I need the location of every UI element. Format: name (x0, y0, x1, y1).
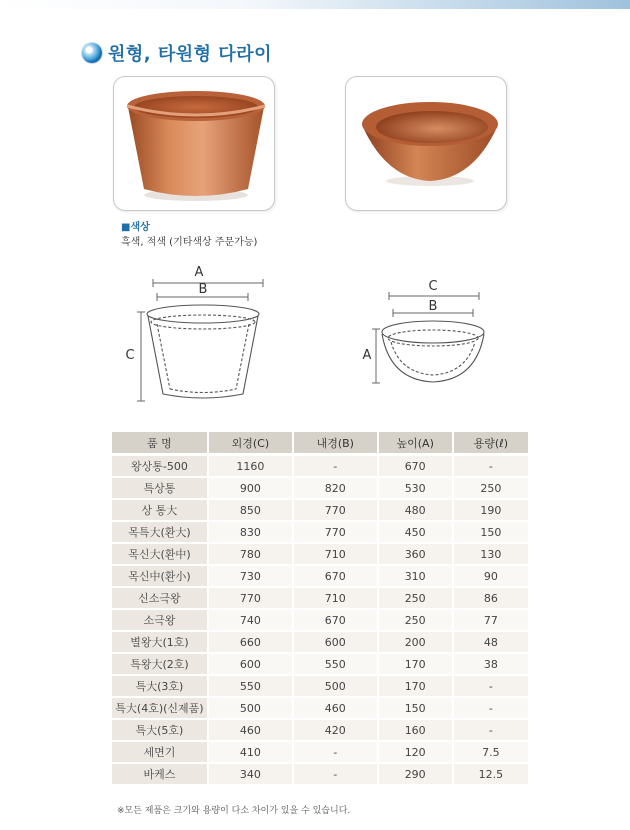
cell-outer-diameter: 770 (208, 587, 293, 609)
dimension-label-c: C (428, 280, 438, 294)
cell-height: 310 (378, 565, 453, 587)
cell-height: 250 (378, 587, 453, 609)
round-basin-photo (113, 76, 275, 211)
oval-basin-photo (345, 76, 507, 211)
table-row (112, 499, 529, 521)
cell-height: 290 (378, 763, 453, 785)
cell-product-name: 신소극왕 (112, 587, 208, 609)
cell-height: 150 (378, 697, 453, 719)
cell-inner-diameter: 710 (293, 543, 378, 565)
cell-capacity: 38 (453, 653, 529, 675)
dimension-label-c: C (125, 348, 135, 363)
dimension-label-a: A (362, 348, 372, 363)
header-capacity: 용량(ℓ) (453, 432, 529, 455)
cell-inner-diameter: 670 (293, 565, 378, 587)
cell-outer-diameter: 850 (208, 499, 293, 521)
color-options-text: 흑색, 적색 (기타색상 주문가능) (121, 237, 258, 248)
cell-outer-diameter: 500 (208, 697, 293, 719)
cell-product-name: 바케스 (112, 763, 208, 785)
cell-capacity: 250 (453, 477, 529, 499)
round-basin-image (114, 77, 274, 210)
table-row (112, 455, 529, 478)
cell-capacity: 130 (453, 543, 529, 565)
cell-product-name: 특大(5호) (112, 719, 208, 741)
cell-inner-diameter: 460 (293, 697, 378, 719)
cell-capacity: 150 (453, 521, 529, 543)
cell-outer-diameter: 780 (208, 543, 293, 565)
cell-inner-diameter: 670 (293, 609, 378, 631)
cell-outer-diameter: 550 (208, 675, 293, 697)
cell-height: 200 (378, 631, 453, 653)
cell-inner-diameter: 500 (293, 675, 378, 697)
cell-product-name: 목신中(환小) (112, 565, 208, 587)
oval-basin-dimension-diagram (355, 280, 515, 390)
cell-inner-diameter: - (293, 763, 378, 785)
table-row (112, 521, 529, 543)
cell-outer-diameter: 340 (208, 763, 293, 785)
cell-inner-diameter: 820 (293, 477, 378, 499)
cell-product-name: 별왕大(1호) (112, 631, 208, 653)
cell-product-name: 상 통大 (112, 499, 208, 521)
table-header-row (112, 432, 529, 455)
cell-outer-diameter: 600 (208, 653, 293, 675)
table-row (112, 675, 529, 697)
cell-height: 170 (378, 675, 453, 697)
cell-capacity: - (453, 719, 529, 741)
cell-capacity: 12.5 (453, 763, 529, 785)
header-product-name: 품 명 (112, 432, 208, 455)
dimension-label-a: A (194, 265, 204, 280)
table-row (112, 631, 529, 653)
cell-outer-diameter: 900 (208, 477, 293, 499)
cell-product-name: 특大(3호) (112, 675, 208, 697)
cell-inner-diameter: 710 (293, 587, 378, 609)
table-row (112, 653, 529, 675)
cell-outer-diameter: 740 (208, 609, 293, 631)
cell-height: 530 (378, 477, 453, 499)
cell-capacity: - (453, 455, 529, 478)
cell-product-name: 특상통 (112, 477, 208, 499)
cell-product-name: 목신大(환中) (112, 543, 208, 565)
product-spec-table (112, 432, 530, 786)
footnote: ※모든 제품은 크기와 용량이 다소 차이가 있을 수 있습니다. (117, 806, 351, 816)
table-row (112, 565, 529, 587)
cell-inner-diameter: 550 (293, 653, 378, 675)
cell-outer-diameter: 1160 (208, 455, 293, 478)
table-row (112, 477, 529, 499)
header-inner-diameter: 내경(B) (293, 432, 378, 455)
header-height: 높이(A) (378, 432, 453, 455)
cell-product-name: 왕상통-500 (112, 455, 208, 478)
cell-capacity: 86 (453, 587, 529, 609)
table-row (112, 587, 529, 609)
cell-capacity: 77 (453, 609, 529, 631)
cell-inner-diameter: - (293, 455, 378, 478)
page-title: 원형, 타원형 다라이 (108, 44, 272, 65)
cell-height: 480 (378, 499, 453, 521)
cell-outer-diameter: 660 (208, 631, 293, 653)
cell-outer-diameter: 460 (208, 719, 293, 741)
blue-circle-bullet-icon (82, 43, 102, 63)
cell-outer-diameter: 830 (208, 521, 293, 543)
cell-capacity: 7.5 (453, 741, 529, 763)
cell-height: 670 (378, 455, 453, 478)
dimension-label-b: B (198, 282, 208, 297)
cell-product-name: 특왕大(2호) (112, 653, 208, 675)
cell-inner-diameter: 600 (293, 631, 378, 653)
cell-height: 360 (378, 543, 453, 565)
cell-height: 160 (378, 719, 453, 741)
table-row (112, 741, 529, 763)
header-outer-diameter: 외경(C) (208, 432, 293, 455)
cell-capacity: 90 (453, 565, 529, 587)
table-row (112, 697, 529, 719)
cell-inner-diameter: 420 (293, 719, 378, 741)
cell-inner-diameter: - (293, 741, 378, 763)
round-bucket-dimension-diagram (115, 262, 275, 412)
cell-outer-diameter: 730 (208, 565, 293, 587)
cell-inner-diameter: 770 (293, 499, 378, 521)
cell-product-name: 특大(4호)(신제품) (112, 697, 208, 719)
table-row (112, 543, 529, 565)
cell-height: 120 (378, 741, 453, 763)
cell-capacity: - (453, 697, 529, 719)
table-row (112, 719, 529, 741)
cell-height: 170 (378, 653, 453, 675)
dimension-label-b: B (428, 299, 438, 314)
table-row (112, 609, 529, 631)
cell-capacity: - (453, 675, 529, 697)
cell-product-name: 목특大(환大) (112, 521, 208, 543)
section-heading (82, 40, 272, 66)
cell-capacity: 48 (453, 631, 529, 653)
oval-basin-image (346, 77, 506, 210)
cell-product-name: 소극왕 (112, 609, 208, 631)
cell-height: 450 (378, 521, 453, 543)
cell-outer-diameter: 410 (208, 741, 293, 763)
cell-capacity: 190 (453, 499, 529, 521)
cell-product-name: 세면기 (112, 741, 208, 763)
cell-height: 250 (378, 609, 453, 631)
top-decorative-bar (0, 0, 630, 9)
color-label: ■색상 (121, 222, 150, 233)
cell-inner-diameter: 770 (293, 521, 378, 543)
table-row (112, 763, 529, 785)
